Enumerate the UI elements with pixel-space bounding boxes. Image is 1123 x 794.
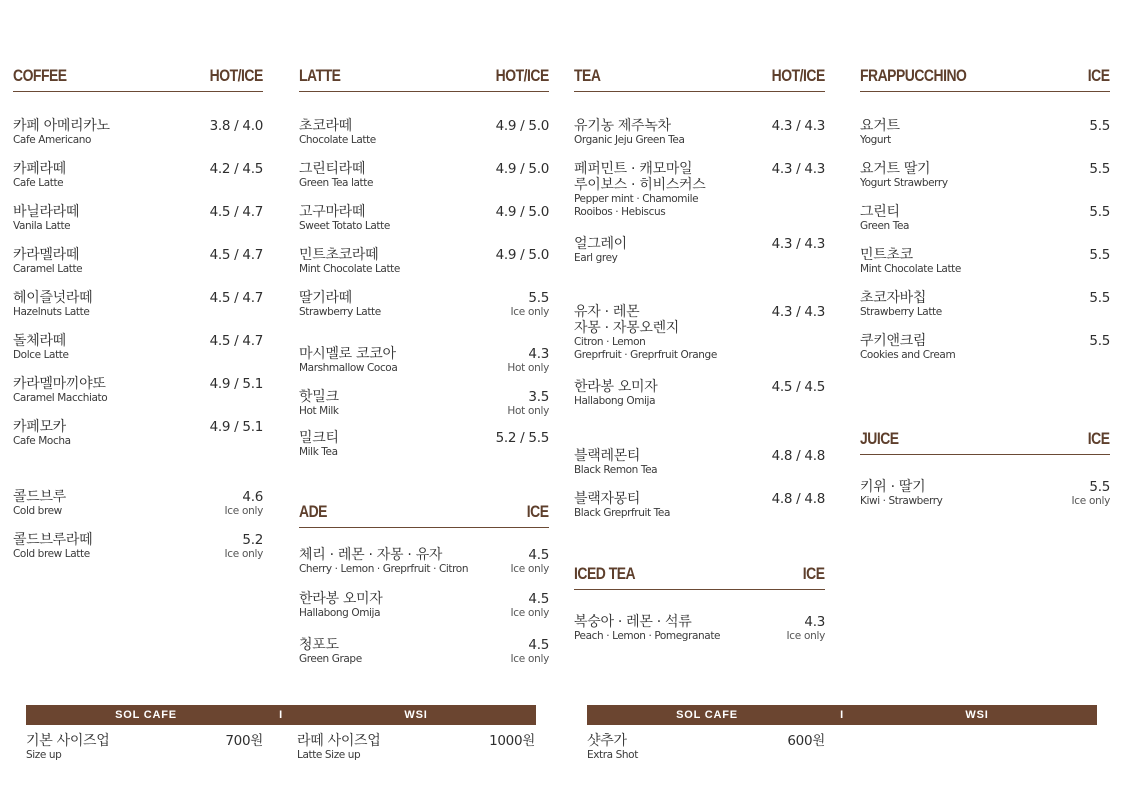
item-note: Ice only (510, 653, 549, 665)
item-note: Ice only (510, 306, 549, 318)
item-price: 4.5 / 4.7 (209, 290, 263, 306)
item-name-ko: 요거트 딸기 (860, 161, 931, 177)
menu-item (13, 161, 263, 190)
item-price: 4.2 / 4.5 (209, 161, 263, 177)
item-name-en: Cold brew Latte (13, 548, 90, 560)
item-price: 5.5 (528, 290, 549, 306)
menu-item (299, 247, 549, 276)
item-price: 700원 (225, 733, 263, 749)
iced-tea-section (574, 564, 825, 654)
item-price: 4.3 / 4.3 (771, 236, 825, 252)
item-name-en: Caramel Latte (13, 263, 83, 275)
item-name-en: Cold brew (13, 505, 62, 517)
menu-item (299, 290, 549, 319)
iced-tea-title: ICED TEA (574, 564, 636, 583)
item-price: 4.9 / 5.1 (209, 376, 263, 392)
item-price: 4.9 / 5.0 (495, 118, 549, 134)
item-price: 4.3 / 4.3 (771, 118, 825, 134)
item-note: Hot only (507, 362, 549, 374)
item-name-ko: 유자 · 레몬 (574, 304, 640, 320)
item-name-en: Latte Size up (297, 749, 361, 761)
item-name-en: Strawberry Latte (860, 306, 942, 318)
juice-temp-label: ICE (1088, 429, 1110, 448)
coffee-title: COFFEE (13, 66, 67, 85)
item-name-ko: 얼그레이 (574, 236, 627, 252)
item-name-en: Marshmallow Cocoa (299, 362, 398, 374)
item-name-ko: 라떼 사이즈업 (297, 733, 381, 749)
iced-tea-temp-label: ICE (803, 564, 825, 583)
extra-item (587, 733, 825, 762)
item-name-en: Size up (26, 749, 62, 761)
item-name-en: Cookies and Cream (860, 349, 956, 361)
juice-header (860, 429, 1110, 455)
item-name-ko: 핫밀크 (299, 389, 339, 405)
item-name-ko: 돌체라떼 (13, 333, 66, 349)
menu-item (13, 333, 263, 362)
menu-item (860, 118, 1110, 147)
menu-item (299, 346, 549, 375)
item-price: 4.5 (528, 637, 549, 653)
ade-title: ADE (299, 502, 327, 521)
latte-header (299, 66, 549, 92)
tea-section (574, 66, 825, 536)
footer-brand: SOL CAFE (676, 709, 738, 721)
item-name-en: Yogurt Strawberry (860, 177, 948, 189)
item-name-ko: 초코라떼 (299, 118, 352, 134)
menu-item (574, 448, 825, 477)
frappuccino-header (860, 66, 1110, 92)
item-name-ko: 요거트 (860, 118, 900, 134)
item-name-en: Peach · Lemon · Pomegranate (574, 630, 721, 642)
menu-item (574, 161, 825, 219)
item-name-ko: 카라멜라떼 (13, 247, 80, 263)
ade-header (299, 502, 549, 528)
item-note: Ice only (786, 630, 825, 642)
menu-item (13, 489, 263, 518)
menu-item (13, 247, 263, 276)
frappuccino-title: FRAPPUCCHINO (860, 66, 967, 85)
item-name-en: Hazelnuts Latte (13, 306, 90, 318)
item-price: 4.3 / 4.3 (771, 161, 825, 177)
tea-header (574, 66, 825, 92)
item-name-en: Earl grey (574, 252, 618, 264)
item-price: 4.5 / 4.7 (209, 333, 263, 349)
item-note: Ice only (224, 548, 263, 560)
menu-item (574, 614, 825, 643)
footer-separator: I (279, 709, 283, 721)
item-name-ko: 콜드브루라떼 (13, 532, 93, 548)
item-name-en: Mint Chocolate Latte (860, 263, 961, 275)
item-name-en: Mint Chocolate Latte (299, 263, 400, 275)
tea-title: TEA (574, 66, 601, 85)
item-price: 5.5 (1089, 204, 1110, 220)
item-name-ko-line2: 자몽 · 자몽오렌지 (574, 320, 680, 336)
item-price: 4.9 / 5.0 (495, 247, 549, 263)
item-name-ko: 키위 · 딸기 (860, 479, 926, 495)
menu-item (574, 491, 825, 520)
item-name-en: Green Grape (299, 653, 362, 665)
footer-bar-left (26, 705, 536, 725)
item-name-ko: 마시멜로 코코아 (299, 346, 396, 362)
item-price: 4.8 / 4.8 (771, 448, 825, 464)
juice-section (860, 429, 1110, 519)
footer-brand-secondary: WSI (404, 709, 428, 721)
menu-item (860, 333, 1110, 362)
iced-tea-header (574, 564, 825, 590)
menu-item (860, 290, 1110, 319)
item-price: 5.5 (1089, 290, 1110, 306)
item-price: 4.3 / 4.3 (771, 304, 825, 320)
menu-item (299, 389, 549, 418)
item-name-ko: 기본 사이즈업 (26, 733, 110, 749)
menu-item (574, 304, 825, 362)
footer-brand: SOL CAFE (115, 709, 177, 721)
item-name-en: Vanila Latte (13, 220, 71, 232)
item-name-ko: 카페라떼 (13, 161, 66, 177)
menu-item (13, 118, 263, 147)
item-name-en: Yogurt (860, 134, 891, 146)
item-name-ko: 카라멜마끼야또 (13, 376, 106, 392)
item-name-en: Caramel Macchiato (13, 392, 108, 404)
menu-item (13, 204, 263, 233)
footer-bar-right (587, 705, 1097, 725)
item-name-ko: 초코자바칩 (860, 290, 927, 306)
menu-item (299, 430, 549, 459)
item-price: 4.3 (528, 346, 549, 362)
ade-section (299, 502, 549, 672)
menu-item (574, 379, 825, 408)
item-name-ko: 고구마라떼 (299, 204, 366, 220)
coffee-temp-label: HOT/ICE (209, 66, 263, 85)
item-name-ko: 체리 · 레몬 · 자몽 · 유자 (299, 547, 443, 563)
item-name-en: Kiwi · Strawberry (860, 495, 943, 507)
menu-item (13, 376, 263, 405)
item-name-ko: 유기농 제주녹차 (574, 118, 671, 134)
item-price: 5.5 (1089, 479, 1110, 495)
item-name-en: Cafe Mocha (13, 435, 71, 447)
item-name-en: Cafe Americano (13, 134, 92, 146)
item-price: 4.9 / 5.0 (495, 161, 549, 177)
item-name-ko: 한라봉 오미자 (299, 591, 383, 607)
menu-item (574, 118, 825, 147)
coffee-section (13, 66, 263, 586)
menu-item (574, 236, 825, 265)
menu-item (299, 161, 549, 190)
latte-section (299, 66, 549, 486)
item-name-ko: 블랙레몬티 (574, 448, 641, 464)
item-name-ko: 카페 아메리카노 (13, 118, 110, 134)
item-name-en: Cherry · Lemon · Greprfruit · Citron (299, 563, 469, 575)
menu-item (860, 204, 1110, 233)
item-name-ko: 콜드브루 (13, 489, 66, 505)
latte-temp-label: HOT/ICE (495, 66, 549, 85)
item-price: 4.5 / 4.5 (771, 379, 825, 395)
menu-item (13, 419, 263, 448)
item-price: 1000원 (489, 733, 535, 749)
menu-item (299, 204, 549, 233)
item-name-en: Green Tea (860, 220, 910, 232)
coffee-header (13, 66, 263, 92)
item-name-en: Black Remon Tea (574, 464, 658, 476)
item-name-ko: 청포도 (299, 637, 339, 653)
juice-title: JUICE (860, 429, 899, 448)
item-name-ko: 민트초코 (860, 247, 913, 263)
item-name-en: Dolce Latte (13, 349, 69, 361)
menu-item (860, 479, 1110, 508)
menu-item (13, 532, 263, 561)
menu-item (860, 161, 1110, 190)
item-name-en: Hallabong Omija (299, 607, 381, 619)
extra-item (26, 733, 263, 762)
item-name-en-line2: Rooibos · Hebiscus (574, 206, 666, 218)
item-price: 5.5 (1089, 247, 1110, 263)
ade-temp-label: ICE (527, 502, 549, 521)
item-price: 5.2 (242, 532, 263, 548)
item-name-en: Strawberry Latte (299, 306, 381, 318)
item-note: Ice only (510, 607, 549, 619)
item-price: 4.8 / 4.8 (771, 491, 825, 507)
item-name-en: Hot Milk (299, 405, 339, 417)
item-name-en: Milk Tea (299, 446, 338, 458)
menu-item (299, 591, 549, 620)
item-price: 5.5 (1089, 161, 1110, 177)
item-name-en-line2: Greprfruit · Greprfruit Orange (574, 349, 717, 361)
item-note: Hot only (507, 405, 549, 417)
item-name-ko: 한라봉 오미자 (574, 379, 658, 395)
menu-item (860, 247, 1110, 276)
item-name-ko: 샷추가 (587, 733, 627, 749)
item-name-en: Extra Shot (587, 749, 638, 761)
menu-item (299, 118, 549, 147)
item-price: 3.5 (528, 389, 549, 405)
menu-item (13, 290, 263, 319)
item-name-en: Chocolate Latte (299, 134, 376, 146)
item-name-en: Green Tea latte (299, 177, 374, 189)
footer-brand-secondary: WSI (965, 709, 989, 721)
item-name-en: Hallabong Omija (574, 395, 656, 407)
item-price: 5.2 / 5.5 (495, 430, 549, 446)
item-name-ko: 딸기라떼 (299, 290, 352, 306)
item-price: 4.5 / 4.7 (209, 204, 263, 220)
item-name-ko: 쿠키앤크림 (860, 333, 927, 349)
frappuccino-temp-label: ICE (1088, 66, 1110, 85)
item-name-ko: 카페모카 (13, 419, 66, 435)
item-name-ko: 바닐라라떼 (13, 204, 80, 220)
item-price: 4.6 (242, 489, 263, 505)
item-name-en: Cafe Latte (13, 177, 64, 189)
menu-item (299, 547, 549, 576)
item-note: Ice only (510, 563, 549, 575)
item-price: 4.5 / 4.7 (209, 247, 263, 263)
item-price: 600원 (787, 733, 825, 749)
menu-item (299, 637, 549, 666)
frappuccino-section (860, 66, 1110, 386)
item-name-en: Pepper mint · Chamomile (574, 193, 699, 205)
item-name-en: Citron · Lemon (574, 336, 646, 348)
item-note: Ice only (1071, 495, 1110, 507)
item-price: 3.8 / 4.0 (209, 118, 263, 134)
item-note: Ice only (224, 505, 263, 517)
item-price: 5.5 (1089, 118, 1110, 134)
item-price: 4.3 (804, 614, 825, 630)
tea-temp-label: HOT/ICE (771, 66, 825, 85)
item-price: 4.5 (528, 591, 549, 607)
item-name-en: Organic Jeju Green Tea (574, 134, 685, 146)
item-name-ko: 그린티라떼 (299, 161, 366, 177)
latte-title: LATTE (299, 66, 341, 85)
item-price: 4.5 (528, 547, 549, 563)
item-name-ko: 블랙자몽티 (574, 491, 641, 507)
item-name-ko-line2: 루이보스 · 히비스커스 (574, 177, 706, 193)
item-name-ko: 복숭아 · 레몬 · 석류 (574, 614, 692, 630)
item-price: 4.9 / 5.1 (209, 419, 263, 435)
item-name-ko: 헤이즐넛라떼 (13, 290, 93, 306)
item-name-en: Black Greprfruit Tea (574, 507, 670, 519)
item-price: 5.5 (1089, 333, 1110, 349)
extra-item (297, 733, 535, 762)
item-name-en: Sweet Totato Latte (299, 220, 390, 232)
item-price: 4.9 / 5.0 (495, 204, 549, 220)
item-name-ko: 페퍼민트 · 캐모마일 (574, 161, 693, 177)
footer-separator: I (840, 709, 844, 721)
item-name-ko: 밀크티 (299, 430, 339, 446)
item-name-ko: 그린티 (860, 204, 900, 220)
item-name-ko: 민트초코라떼 (299, 247, 379, 263)
